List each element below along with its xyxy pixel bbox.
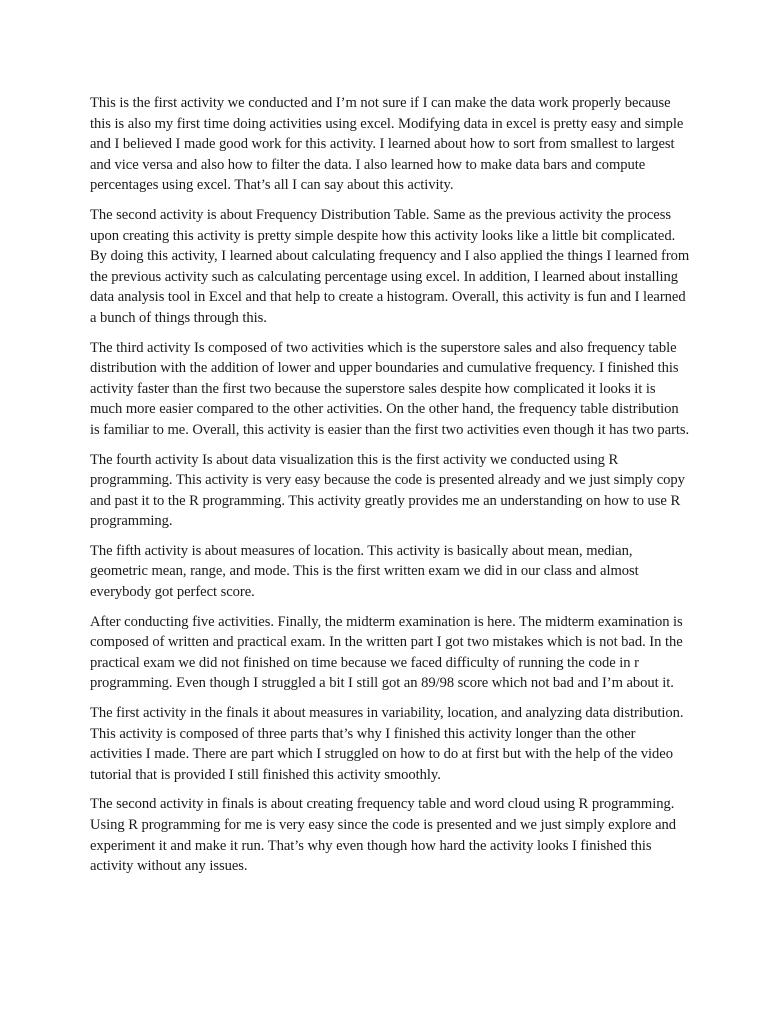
paragraph-fourth-activity: The fourth activity Is about data visualization this is the first activity we conducted using R programming. This activity is very easy because the code is presented already and we just simply copy and past it to the R programming. This activity greatly provides me an understanding on how to use R programming.	[90, 451, 685, 530]
paragraph-third-activity: The third activity Is composed of two activities which is the superstore sales and also frequency table distribution with the addition of lower and upper boundaries and cumulative frequency. I finished this activity faster than the first two because the superstore sales despite how complicated it looks it is much more easier compared to the other activities. On the other hand, the frequency table distribution is familiar to me. Overall, this activity is easier than the first two activities even though it has two parts.	[90, 339, 690, 438]
paragraph-fifth-activity: The fifth activity is about measures of location. This activity is basically about mean, median, geometric mean, range, and mode. This is the first written exam we did in our class and almost everybody got perfect score.	[90, 542, 639, 601]
document-page	[90, 93, 690, 886]
paragraph-second-activity: The second activity is about Frequency Distribution Table. Same as the previous activity the process upon creating this activity is pretty simple despite how this activity looks like a little bit complicated. By doing this activity, I learned about calculating frequency and I also applied the things I learned from the previous activity such as calculating percentage using excel. In addition, I learned about installing data analysis tool in Excel and that help to create a histogram. Overall, this activity is fun and I learned a bunch of things through this.	[90, 206, 690, 326]
paragraph-finals-second-activity: The second activity in finals is about creating frequency table and word cloud using R programming. Using R programming for me is very easy since the code is presented and we just simply explore and experiment it and make it run. That’s why even though how hard the activity looks I finished this activity without any issues.	[90, 796, 677, 875]
paragraph-first-activity: This is the first activity we conducted and I’m not sure if I can make the data work properly because this is also my first time doing activities using excel. Modifying data in excel is pretty easy and simple and I believed I made good work for this activity. I learned about how to sort from smallest to largest and vice versa and also how to filter the data. I also learned how to make data bars and compute percentages using excel. That’s all I can say about this activity.	[90, 95, 684, 194]
paragraph-midterm-exam: After conducting five activities. Finally, the midterm examination is here. The midterm examination is composed of written and practical exam. In the written part I got two mistakes which is not bad. In the practical exam we did not finished on time because we faced difficulty of running the code in r programming. Even though I struggled a bit I still got an 89/98 score which not bad and I’m about it.	[90, 613, 683, 692]
paragraph-finals-first-activity: The first activity in the finals it about measures in variability, location, and analyzing data distribution. This activity is composed of three parts that’s why I finished this activity longer than the other activities I made. There are part which I struggled on how to do at first but with the help of the video tutorial that is provided I still finished this activity smoothly.	[90, 705, 684, 783]
